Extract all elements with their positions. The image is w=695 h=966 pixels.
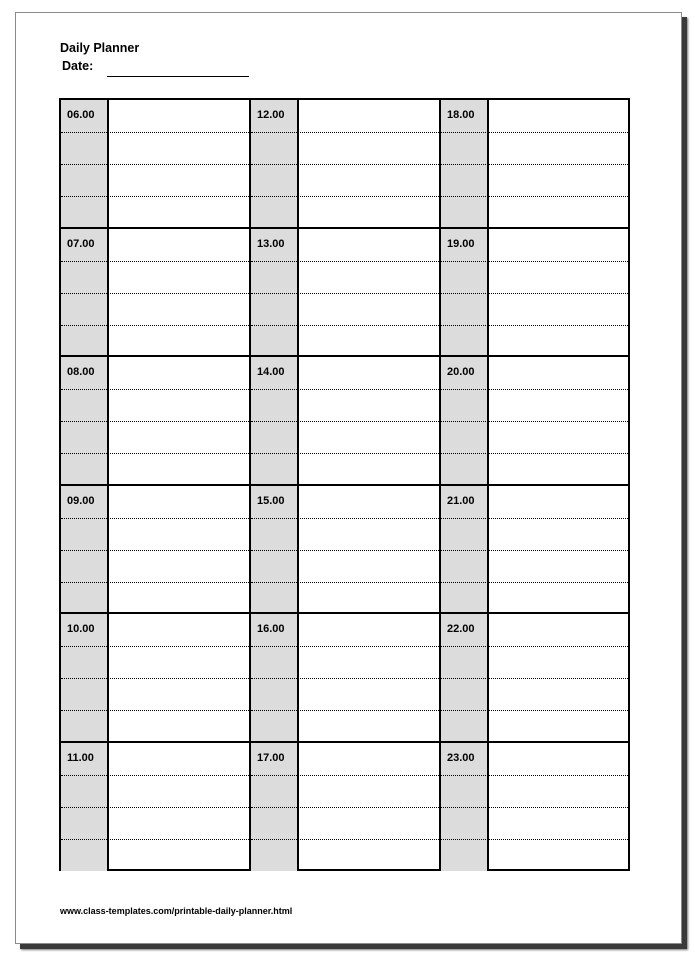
time-label: 15.00	[257, 494, 285, 507]
time-block	[61, 743, 249, 872]
entry-line[interactable]	[251, 421, 439, 422]
entry-line[interactable]	[251, 164, 439, 165]
time-block	[61, 100, 249, 229]
entry-line[interactable]	[61, 164, 249, 165]
page-title: Daily Planner	[60, 41, 140, 55]
time-block	[251, 743, 439, 872]
entry-line[interactable]	[441, 678, 628, 679]
entry-line[interactable]	[441, 132, 628, 133]
entry-line[interactable]	[251, 807, 439, 808]
schedule-column-afternoon	[251, 100, 441, 869]
entry-line[interactable]	[251, 839, 439, 840]
time-block	[251, 229, 439, 358]
time-label: 07.00	[67, 237, 95, 250]
entry-line[interactable]	[441, 582, 628, 583]
time-label: 09.00	[67, 494, 95, 507]
entry-line[interactable]	[441, 196, 628, 197]
time-label: 23.00	[447, 751, 475, 764]
time-block	[61, 357, 249, 486]
time-block	[251, 100, 439, 229]
entry-line[interactable]	[441, 710, 628, 711]
entry-line[interactable]	[61, 710, 249, 711]
footer-url: www.class-templates.com/printable-daily-planner.html	[60, 906, 293, 916]
time-block	[251, 357, 439, 486]
date-field[interactable]	[107, 76, 249, 77]
entry-line[interactable]	[251, 325, 439, 326]
time-label: 17.00	[257, 751, 285, 764]
time-block	[441, 229, 628, 358]
time-label: 20.00	[447, 366, 475, 378]
entry-line[interactable]	[251, 453, 439, 454]
entry-line[interactable]	[441, 518, 628, 519]
time-block	[251, 486, 439, 615]
entry-line[interactable]	[441, 646, 628, 647]
time-block	[61, 614, 249, 743]
entry-line[interactable]	[61, 196, 249, 197]
entry-line[interactable]	[61, 261, 249, 262]
entry-line[interactable]	[441, 421, 628, 422]
time-block	[61, 229, 249, 358]
time-label: 12.00	[257, 109, 285, 121]
entry-line[interactable]	[61, 646, 249, 647]
entry-line[interactable]	[251, 550, 439, 551]
entry-line[interactable]	[61, 389, 249, 390]
entry-line[interactable]	[61, 293, 249, 294]
schedule-column-morning	[61, 100, 251, 869]
entry-line[interactable]	[441, 807, 628, 808]
time-block	[441, 357, 628, 486]
schedule-grid	[59, 98, 630, 871]
entry-line[interactable]	[251, 775, 439, 776]
entry-line[interactable]	[61, 678, 249, 679]
time-block	[441, 743, 628, 872]
entry-line[interactable]	[61, 582, 249, 583]
entry-line[interactable]	[441, 293, 628, 294]
entry-line[interactable]	[61, 518, 249, 519]
entry-line[interactable]	[61, 421, 249, 422]
entry-line[interactable]	[251, 518, 439, 519]
entry-line[interactable]	[61, 325, 249, 326]
time-label: 11.00	[67, 751, 94, 764]
time-label: 19.00	[447, 237, 475, 250]
time-label: 18.00	[447, 109, 475, 121]
entry-line[interactable]	[61, 132, 249, 133]
planner-page	[15, 12, 682, 944]
entry-line[interactable]	[251, 389, 439, 390]
time-block	[441, 100, 628, 229]
time-label: 16.00	[257, 623, 285, 635]
entry-line[interactable]	[251, 582, 439, 583]
entry-line[interactable]	[441, 164, 628, 165]
time-label: 13.00	[257, 237, 285, 250]
date-label: Date:	[62, 59, 94, 73]
time-block	[441, 486, 628, 615]
entry-line[interactable]	[441, 389, 628, 390]
entry-line[interactable]	[441, 550, 628, 551]
schedule-column-evening	[441, 100, 628, 869]
time-label: 14.00	[257, 366, 285, 378]
entry-line[interactable]	[441, 453, 628, 454]
entry-line[interactable]	[61, 550, 249, 551]
entry-line[interactable]	[441, 261, 628, 262]
time-block	[251, 614, 439, 743]
entry-line[interactable]	[251, 132, 439, 133]
entry-line[interactable]	[251, 196, 439, 197]
time-block	[441, 614, 628, 743]
entry-line[interactable]	[251, 646, 439, 647]
entry-line[interactable]	[251, 261, 439, 262]
time-label: 22.00	[447, 623, 475, 635]
entry-line[interactable]	[251, 678, 439, 679]
entry-line[interactable]	[251, 710, 439, 711]
entry-line[interactable]	[441, 775, 628, 776]
time-label: 08.00	[67, 366, 95, 378]
entry-line[interactable]	[441, 325, 628, 326]
time-label: 10.00	[67, 623, 95, 635]
date-row	[62, 59, 262, 77]
entry-line[interactable]	[61, 775, 249, 776]
entry-line[interactable]	[61, 807, 249, 808]
entry-line[interactable]	[441, 839, 628, 840]
time-label: 21.00	[447, 494, 475, 507]
entry-line[interactable]	[251, 293, 439, 294]
entry-line[interactable]	[61, 839, 249, 840]
time-label: 06.00	[67, 109, 95, 121]
entry-line[interactable]	[61, 453, 249, 454]
time-block	[61, 486, 249, 615]
